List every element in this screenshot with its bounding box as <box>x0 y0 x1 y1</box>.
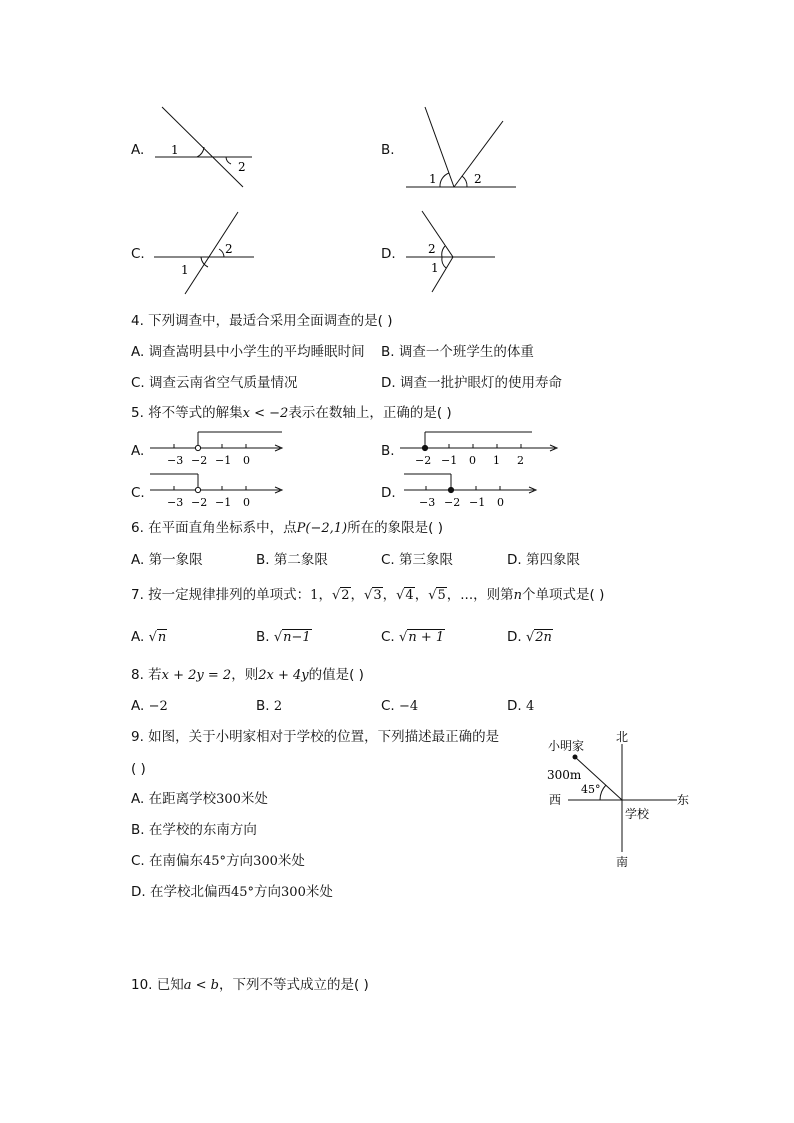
svg-text:−3: −3 <box>167 496 184 509</box>
q8-option-d: D. 4 <box>507 698 535 714</box>
q3-option-d-letter: D. <box>381 246 396 262</box>
q7-option-b: B. √n−1 <box>256 629 311 645</box>
school-label: 学校 <box>625 807 650 821</box>
q7-stem: 7. 按一定规律排列的单项式：1，√2，√3，√4，√5，...，则第n个单项式是( ) <box>131 587 605 603</box>
svg-text:−1: −1 <box>215 454 232 467</box>
q3d-angle2-label: 2 <box>428 242 436 256</box>
svg-text:0: 0 <box>497 496 504 509</box>
q6-option-b: B. 第二象限 <box>256 552 328 568</box>
q5-option-a-letter: A. <box>131 443 145 459</box>
svg-text:1: 1 <box>493 454 500 467</box>
q4-option-a: A. 调查嵩明县中小学生的平均睡眠时间 <box>131 344 365 360</box>
q6-stem: 6. 在平面直角坐标系中，点P(−2,1)所在的象限是( ) <box>131 520 443 536</box>
svg-text:0: 0 <box>243 496 250 509</box>
svg-text:−2: −2 <box>191 454 208 467</box>
svg-text:0: 0 <box>243 454 250 467</box>
q9-option-d: D. 在学校北偏西45°方向300米处 <box>131 884 333 900</box>
distance-label: 300m <box>547 768 582 782</box>
svg-text:−2: −2 <box>444 496 461 509</box>
q9-option-b: B. 在学校的东南方向 <box>131 822 257 838</box>
q6-option-c: C. 第三象限 <box>381 552 454 568</box>
svg-text:−2: −2 <box>415 454 432 467</box>
q5-option-c-letter: C. <box>131 485 145 501</box>
q4-option-d: D. 调查一批护眼灯的使用寿命 <box>381 375 562 391</box>
q9-option-a: A. 在距离学校300米处 <box>131 791 268 807</box>
north-label: 北 <box>616 730 629 744</box>
svg-text:−2: −2 <box>191 496 208 509</box>
q9-stem-paren: ( ) <box>131 761 146 777</box>
q3b-angle1-label: 1 <box>429 172 437 186</box>
q5-option-a-numberline <box>148 428 288 468</box>
q8-option-a: A. −2 <box>131 698 168 714</box>
q3-option-b-figure <box>400 103 525 193</box>
q4-option-c: C. 调查云南省空气质量情况 <box>131 375 298 391</box>
svg-text:−1: −1 <box>215 496 232 509</box>
q6-option-a: A. 第一象限 <box>131 552 203 568</box>
svg-text:0: 0 <box>469 454 476 467</box>
q3a-angle1-label: 1 <box>171 143 179 157</box>
q4-option-b: B. 调查一个班学生的体重 <box>381 344 534 360</box>
q3c-angle2-label: 2 <box>225 242 233 256</box>
q5-stem: 5. 将不等式的解集x < −2表示在数轴上，正确的是( ) <box>131 405 452 421</box>
q3-option-d-figure <box>400 208 505 298</box>
svg-text:−1: −1 <box>441 454 458 467</box>
q3b-angle2-label: 2 <box>474 172 482 186</box>
svg-text:2: 2 <box>517 454 524 467</box>
q3-option-c-letter: C. <box>131 246 145 262</box>
q3-option-c-figure <box>150 208 260 298</box>
q3c-angle1-label: 1 <box>181 263 189 277</box>
q5-option-b-letter: B. <box>381 443 395 459</box>
q5-option-d-letter: D. <box>381 485 396 501</box>
q5-option-c-numberline <box>148 470 288 510</box>
q3-option-a-figure <box>150 103 260 193</box>
east-label: 东 <box>677 793 690 807</box>
angle-label: 45° <box>581 783 601 796</box>
south-label: 南 <box>616 855 629 869</box>
q9-compass-figure <box>540 728 700 873</box>
q7-option-d: D. √2n <box>507 629 552 645</box>
q3-option-a-letter: A. <box>131 142 145 158</box>
q3a-angle2-label: 2 <box>238 160 246 174</box>
svg-text:−1: −1 <box>469 496 486 509</box>
q3d-angle1-label: 1 <box>431 261 439 275</box>
q8-stem: 8. 若x + 2y = 2，则2x + 4y的值是( ) <box>131 667 364 683</box>
q6-option-d: D. 第四象限 <box>507 552 580 568</box>
q9-option-c: C. 在南偏东45°方向300米处 <box>131 853 305 869</box>
q9-stem: 9. 如图，关于小明家相对于学校的位置，下列描述最正确的是 <box>131 729 500 745</box>
west-label: 西 <box>549 793 562 807</box>
home-label: 小明家 <box>548 739 585 753</box>
q5-option-d-numberline <box>402 470 542 510</box>
q8-option-c: C. −4 <box>381 698 419 714</box>
q4-stem: 4. 下列调查中，最适合采用全面调查的是( ) <box>131 313 393 329</box>
svg-text:−3: −3 <box>419 496 436 509</box>
svg-text:−3: −3 <box>167 454 184 467</box>
q10-stem: 10. 已知a < b，下列不等式成立的是( ) <box>131 977 369 993</box>
q7-option-a: A. √n <box>131 629 167 645</box>
q7-option-c: C. √n + 1 <box>381 629 445 645</box>
q5-option-b-numberline <box>398 428 563 468</box>
q3-option-b-letter: B. <box>381 142 395 158</box>
q8-option-b: B. 2 <box>256 698 283 714</box>
